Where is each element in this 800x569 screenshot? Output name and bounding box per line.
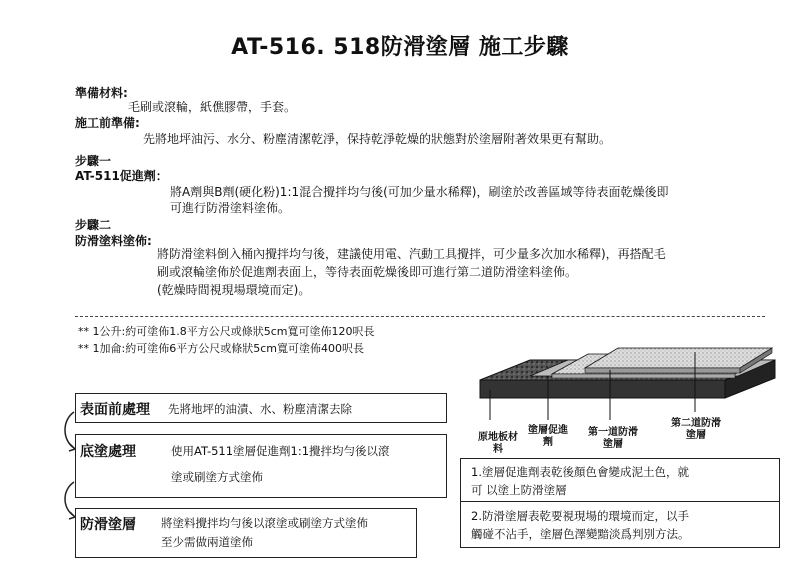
info-line3: 2.防滑塗層表乾要視現場的環境而定，以手: [471, 509, 689, 523]
step1-label: 步驟一: [75, 154, 112, 168]
step1-sublabel: AT-511促進劑：: [75, 169, 168, 183]
page-title: AT-516. 518防滑塗層 施工步驟: [231, 35, 569, 60]
flow-step-surface-heading: 表面前處理: [80, 402, 150, 418]
flow-step-antislip-text1: 將塗料攪拌均勻後以滾塗或刷塗方式塗佈: [161, 516, 368, 530]
prep-text: 先將地坪油污、水分、粉塵清潔乾淨，保持乾淨乾燥的狀態對於塗層附著效果更有幫助。: [143, 132, 612, 146]
flow-step-antislip: [75, 508, 417, 558]
step2-line2: 刷或滾輪塗佈於促進劑表面上，等待表面乾燥後即可進行第二道防滑塗料塗佈。: [157, 265, 578, 279]
flow-step-primer: [75, 434, 447, 498]
label-primer: 塗層促進劑: [528, 425, 568, 448]
step2-sublabel: 防滑塗料塗佈:: [75, 234, 152, 248]
flow-step-antislip-text2: 至少需做兩道塗佈: [161, 535, 253, 549]
materials-text: 毛刷或滾輪，紙僬膠帶，手套。: [128, 100, 297, 114]
info-separator: [461, 501, 779, 502]
flow-step-surface: [75, 393, 447, 423]
info-line1: 1.塗層促進劑表乾後顏色會變成泥土色，就: [471, 465, 689, 479]
label-base-floor: 原地板材料: [478, 432, 518, 455]
label-second-coat: 第二道防滑塗層: [671, 418, 721, 441]
flow-step-antislip-heading: 防滑塗層: [80, 517, 136, 533]
step2-line3: (乾燥時間視現場環境而定)。: [157, 283, 311, 297]
flow-step-primer-text1: 使用AT-511塗層促進劑1:1攪拌均勻後以滾: [171, 444, 390, 458]
info-box: [460, 458, 780, 548]
divider-line: [75, 316, 765, 317]
prep-label: 施工前準備:: [75, 116, 140, 130]
step1-line2: 可進行防滑塗料塗佈。: [170, 201, 291, 215]
flow-step-primer-text2: 塗或刷塗方式塗佈: [171, 470, 263, 484]
step1-line1: 將A劑與B劑(硬化粉)1:1混合攪拌均勻後(可加少量水稀釋)，刷塗於改善區域等待表面乾燥後即: [170, 185, 669, 199]
materials-label: 準備材料:: [75, 86, 128, 100]
info-line4: 觸碰不沾手，塗層色澤變黯淡爲判別方法。: [471, 527, 690, 541]
step2-label: 步驟二: [75, 218, 112, 232]
info-line2: 可 以塗上防滑塗層: [471, 483, 567, 497]
step2-line1: 將防滑塗料倒入桶內攪拌均勻後，建議使用電、汽動工具攪拌，可少量多次加水稀釋)，再搭配毛: [157, 247, 666, 261]
note-liter: ** 1公升:約可塗佈1.8平方公尺或條狀5cm寬可塗佈120呎長: [78, 325, 375, 338]
flow-step-surface-text: 先將地坪的油漬、水、粉塵清潔去除: [168, 402, 352, 416]
note-gallon: ** 1加侖:約可塗佈6平方公尺或條狀5cm寬可塗佈400呎長: [78, 342, 364, 355]
label-first-coat: 第一道防滑塗層: [588, 427, 638, 450]
coating-layers-diagram: [470, 340, 780, 420]
flow-step-primer-heading: 底塗處理: [80, 444, 136, 460]
